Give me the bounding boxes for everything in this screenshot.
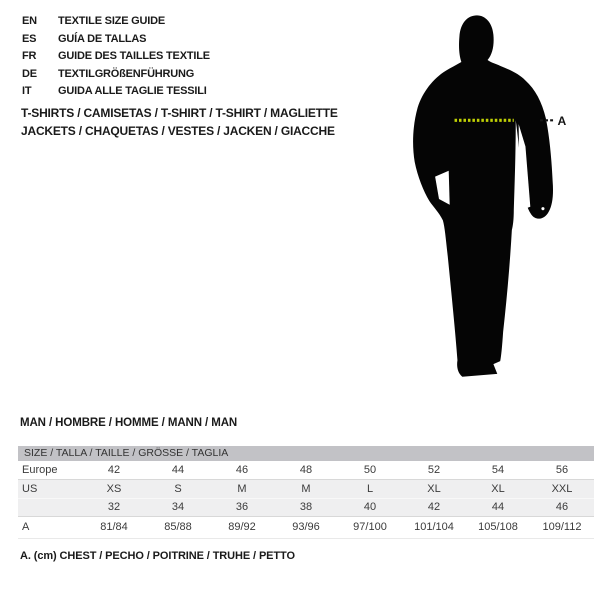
size-cell: XL [427, 483, 441, 495]
row-label: Europe [22, 464, 58, 476]
size-cell: 81/84 [100, 521, 128, 533]
size-cell: L [366, 483, 374, 495]
man-silhouette-figure [405, 5, 575, 390]
size-cell: 36 [235, 501, 249, 513]
category-jackets: JACKETS / CHAQUETAS / VESTES / JACKEN / GIACCHE [21, 123, 335, 138]
lang-code: EN [22, 15, 37, 27]
size-cell: 44 [171, 464, 185, 476]
lang-row-en [22, 13, 210, 31]
measure-label-a: A [557, 114, 567, 129]
size-table [18, 446, 594, 539]
size-cell: 32 [107, 501, 121, 513]
size-cell: 42 [107, 464, 121, 476]
size-cell: 93/96 [292, 521, 320, 533]
section-title: MAN / HOMBRE / HOMME / MANN / MAN [20, 417, 238, 429]
man-silhouette-path [413, 15, 553, 376]
category-lines [21, 105, 338, 140]
size-cell: 48 [299, 464, 313, 476]
size-cell: 85/88 [164, 521, 192, 533]
table-row-numeric [18, 499, 594, 517]
size-cell: 50 [363, 464, 377, 476]
table-row-us [18, 480, 594, 499]
size-cell: 38 [299, 501, 313, 513]
lang-label: GUIDE DES TAILLES TEXTILE [58, 50, 210, 62]
lang-code: ES [22, 32, 37, 45]
lang-code: DE [22, 67, 37, 80]
size-cell: 56 [555, 464, 569, 476]
category-tshirts: T-SHIRTS / CAMISETAS / T-SHIRT / T-SHIRT / MAGLIETTE [21, 106, 338, 120]
lang-label: GUIDA ALLE TAGLIE TESSILI [58, 85, 207, 97]
table-row-europe [18, 461, 594, 480]
size-cell: 97/100 [353, 521, 387, 533]
size-table-header: SIZE / TALLA / TAILLE / GRÖSSE / TAGLIA [18, 446, 594, 461]
lang-label: TEXTILE SIZE GUIDE [58, 15, 166, 27]
lang-code: IT [22, 85, 32, 97]
size-cell: 109/112 [542, 521, 582, 533]
size-cell: 101/104 [414, 521, 454, 533]
lang-row-fr [22, 48, 210, 66]
lang-row-es [22, 31, 210, 49]
size-cell: M [237, 483, 247, 495]
measurement-footnote: A. (cm) CHEST / PECHO / POITRINE / TRUHE / PETTO [20, 550, 295, 562]
size-cell: S [174, 483, 182, 495]
lang-label: TEXTILGRÖßENFÜHRUNG [58, 67, 195, 80]
size-cell: M [301, 483, 311, 495]
language-list [22, 13, 210, 101]
size-cell: XS [106, 483, 122, 495]
size-cell: 105/108 [478, 521, 518, 533]
size-cell: 44 [491, 501, 505, 513]
size-cell: 52 [427, 464, 441, 476]
lang-code: FR [22, 50, 37, 62]
lang-row-de [22, 66, 210, 84]
man-silhouette-svg [405, 5, 575, 390]
size-cell: 89/92 [228, 521, 256, 533]
size-cell: 40 [363, 501, 377, 513]
lang-row-it [22, 83, 210, 101]
row-label: US [22, 483, 38, 495]
size-cell: 46 [235, 464, 249, 476]
size-cell: XXL [551, 483, 573, 495]
size-cell: XL [491, 483, 505, 495]
table-row-chest-a [18, 517, 594, 539]
hand-highlight [541, 207, 544, 210]
row-label: A [22, 521, 30, 533]
size-cell: 54 [491, 464, 505, 476]
lang-label: GUÍA DE TALLAS [58, 32, 147, 45]
size-cell: 34 [171, 501, 185, 513]
size-cell: 46 [555, 501, 569, 513]
size-cell: 42 [427, 501, 441, 513]
